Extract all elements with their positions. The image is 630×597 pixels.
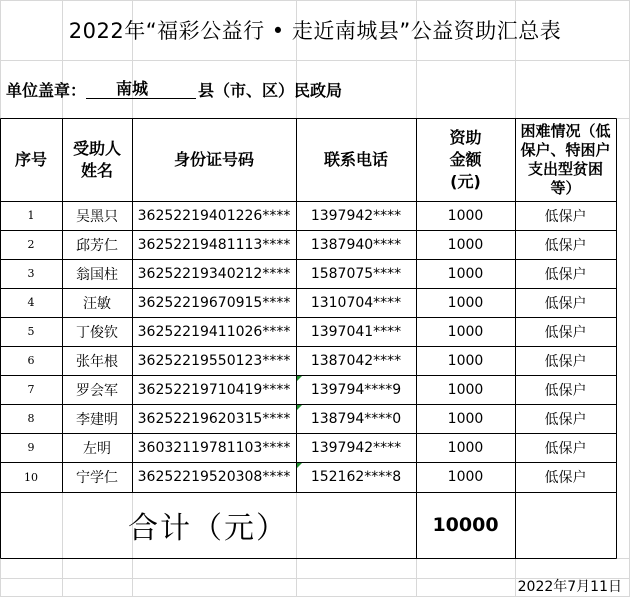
cell-phone: 1387042**** xyxy=(310,352,402,369)
cell-situation: 低保户 xyxy=(544,237,587,254)
header-phone: 联系电话 xyxy=(323,149,388,169)
cell-amount: 1000 xyxy=(447,410,484,427)
cell-id: 36252219710419**** xyxy=(137,381,291,398)
cell-phone: 1310704**** xyxy=(310,294,402,311)
header-name xyxy=(62,118,132,201)
cell-phone: 1397942**** xyxy=(310,207,402,224)
unit-label: 单位盖章： xyxy=(6,80,87,100)
cell-phone: 1397942**** xyxy=(310,439,402,456)
cell-phone: 152162****8 xyxy=(310,469,402,485)
cell-phone: 139794****9 xyxy=(310,381,402,398)
cell-name: 汪敏 xyxy=(83,295,111,312)
unit-stamp-line xyxy=(6,76,342,102)
cell-situation: 低保户 xyxy=(544,411,587,428)
cell-seq: 8 xyxy=(27,412,35,425)
cell-id: 36252219340212**** xyxy=(137,265,291,282)
county-name: 南城 xyxy=(86,80,196,99)
cell-id: 36252219670915**** xyxy=(137,294,291,311)
header-amount-text: 资助金额(元) xyxy=(449,127,482,191)
cell-situation: 低保户 xyxy=(544,266,587,283)
header-id: 身份证号码 xyxy=(173,149,254,169)
comment-marker xyxy=(297,376,302,381)
cell-situation: 低保户 xyxy=(544,470,587,486)
cell-name: 翁国柱 xyxy=(76,266,118,283)
cell-situation: 低保户 xyxy=(544,353,587,370)
cell-name: 李建明 xyxy=(76,411,118,428)
cell-seq: 5 xyxy=(27,325,35,338)
cell-amount: 1000 xyxy=(447,469,484,485)
cell-amount: 1000 xyxy=(447,207,484,224)
header-situation xyxy=(515,118,616,201)
header-seq: 序号 xyxy=(14,149,47,169)
cell-id: 36252219520308**** xyxy=(137,469,291,485)
unit-suffix: 县（市、区）民政局 xyxy=(198,80,343,100)
cell-id: 36252219550123**** xyxy=(137,352,291,369)
cell-phone: 1397041**** xyxy=(310,323,402,340)
cell-amount: 1000 xyxy=(447,294,484,311)
cell-amount: 1000 xyxy=(447,236,484,253)
cell-phone: 138794****0 xyxy=(310,410,402,427)
header-name-text: 受助人姓名 xyxy=(72,138,121,180)
cell-amount: 1000 xyxy=(447,352,484,369)
cell-seq: 6 xyxy=(27,354,35,367)
cell-situation: 低保户 xyxy=(544,440,587,457)
cell-name: 丁俊钦 xyxy=(76,324,118,341)
cell-name: 罗会军 xyxy=(76,382,118,399)
cell-seq: 2 xyxy=(27,238,35,251)
cell-seq: 1 xyxy=(27,209,35,222)
cell-seq: 7 xyxy=(27,383,35,396)
cell-phone: 1587075**** xyxy=(310,265,402,282)
cell-amount: 1000 xyxy=(447,323,484,340)
total-value: 10000 xyxy=(432,514,499,536)
comment-marker xyxy=(297,405,302,410)
cell-situation: 低保户 xyxy=(544,208,587,225)
cell-amount: 1000 xyxy=(447,265,484,282)
cell-seq: 4 xyxy=(27,296,35,309)
cell-amount: 1000 xyxy=(447,381,484,398)
cell-id: 36252219411026**** xyxy=(137,323,291,340)
header-amount xyxy=(416,118,515,201)
report-date: 2022年7月11日 xyxy=(517,579,622,595)
cell-amount: 1000 xyxy=(447,439,484,456)
cell-seq: 9 xyxy=(27,441,35,454)
cell-seq: 10 xyxy=(24,470,38,484)
cell-seq: 3 xyxy=(27,267,35,280)
cell-situation: 低保户 xyxy=(544,295,587,312)
cell-situation: 低保户 xyxy=(544,382,587,399)
cell-name: 邱芳仁 xyxy=(76,237,118,254)
cell-id: 36252219401226**** xyxy=(137,207,291,224)
cell-name: 张年根 xyxy=(76,353,118,370)
cell-name: 吴黑只 xyxy=(76,208,118,225)
cell-phone: 1387940**** xyxy=(310,236,402,253)
cell-name: 宁学仁 xyxy=(76,470,118,486)
cell-id: 36032119781103**** xyxy=(137,439,291,456)
total-label: 合计（元） xyxy=(128,511,288,546)
header-situation-text: 困难情况（低保户、特困户支出型贫困等） xyxy=(520,121,611,197)
cell-id: 36252219481113**** xyxy=(137,236,291,253)
comment-marker xyxy=(297,463,302,468)
page-title: 2022年“福彩公益行 • 走近南城县”公益资助汇总表 xyxy=(68,19,562,43)
cell-situation: 低保户 xyxy=(544,324,587,341)
cell-name: 左明 xyxy=(83,440,111,457)
cell-id: 36252219620315**** xyxy=(137,410,291,427)
